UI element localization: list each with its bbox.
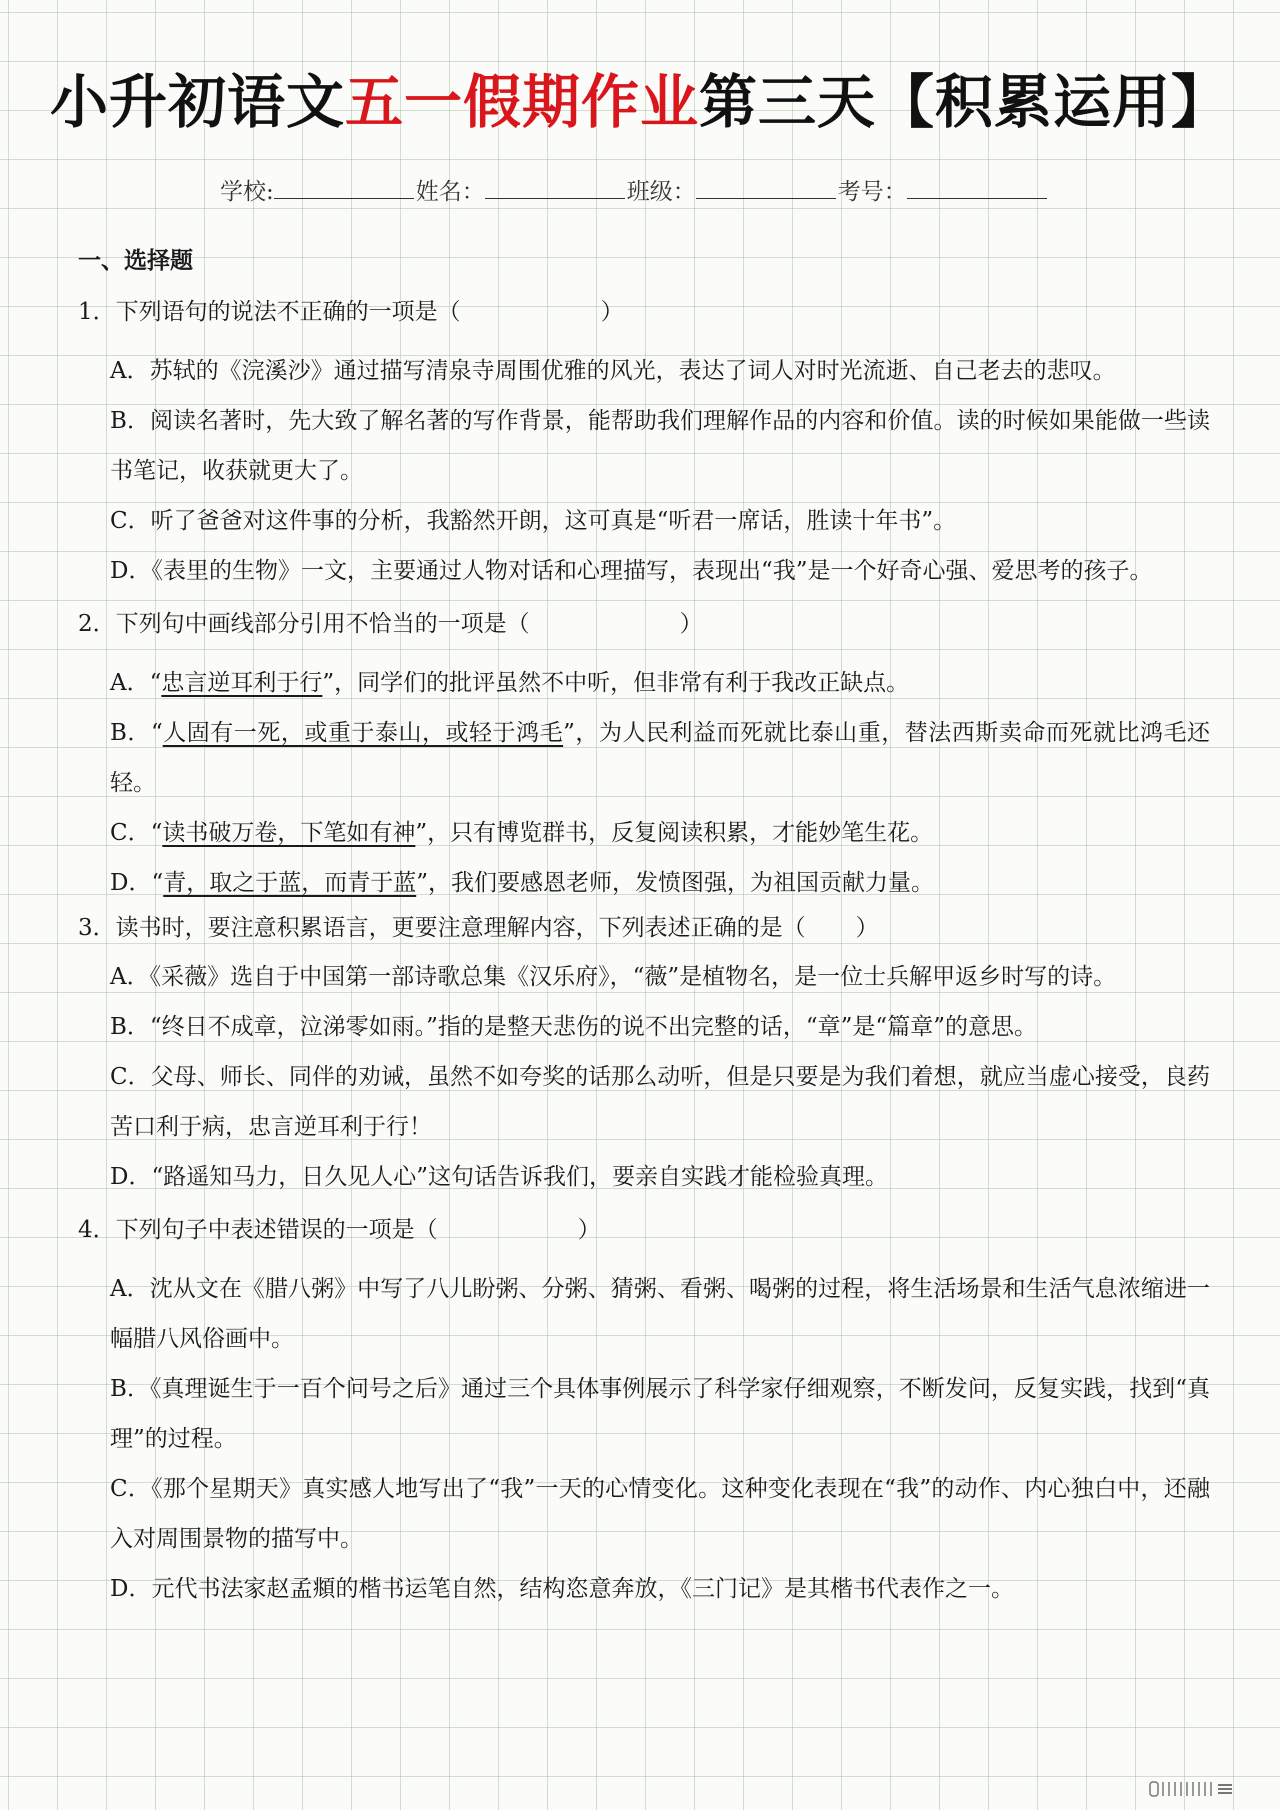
title-part-1: 小升初语文 xyxy=(49,68,345,136)
option-d xyxy=(0,858,1280,908)
class-label: 班级： xyxy=(626,179,696,205)
option-text: ”，我们要感恩老师，发愤图强，为祖国贡献力量。 xyxy=(416,870,934,896)
question-close-paren: ） xyxy=(600,299,624,325)
option-prefix: C．“ xyxy=(110,820,163,846)
option-text: ”，只有博览群书，反复阅读积累，才能妙笔生花。 xyxy=(415,820,934,846)
option-b: B．阅读名著时，先大致了解名著的写作背景，能帮助我们理解作品的内容和价值。读的时候如果能做一些读书笔记，收获就更大了。 xyxy=(110,408,1210,484)
questions xyxy=(0,292,1280,1614)
question-1 xyxy=(0,292,1280,596)
option-d: D．“路遥知马力，日久见人心”这句话告诉我们，要亲自实践才能检验真理。 xyxy=(110,1164,888,1190)
option-c: C．听了爸爸对这件事的分析，我豁然开朗，这可真是“听君一席话，胜读十年书”。 xyxy=(110,508,957,534)
option-prefix: B．“ xyxy=(110,720,163,746)
school-label: 学校: xyxy=(220,179,274,205)
option-d: D．《表里的生物》一文，主要通过人物对话和心理描写，表现出“我”是一个好奇心强、爱思考的孩子。 xyxy=(110,558,1153,584)
question-text: 4．下列句子中表述错误的一项是（ xyxy=(78,1217,438,1243)
number-blank[interactable] xyxy=(907,174,1047,199)
question-stem xyxy=(0,292,1280,332)
option-b: B．《真理诞生于一百个问号之后》通过三个具体事例展示了科学家仔细观察，不断发问，反复实践，找到“真理”的过程。 xyxy=(110,1376,1210,1452)
question-stem xyxy=(0,1210,1280,1250)
option-c: C．《那个星期天》真实感人地写出了“我”一天的心情变化。这种变化表现在“我”的动作、内心独白中，还融入对周围景物的描写中。 xyxy=(110,1476,1210,1552)
question-close-paren: ） xyxy=(679,611,703,637)
question-text: 3．读书时，要注意积累语言，更要注意理解内容，下列表述正确的是（ xyxy=(78,915,806,941)
option-b xyxy=(0,708,1280,808)
question-text: 1．下列语句的说法不正确的一项是（ xyxy=(78,299,461,325)
underlined-quote: 读书破万卷，下笔如有神 xyxy=(162,820,416,846)
option-a: A．《采薇》选自于中国第一部诗歌总集《汉乐府》，“薇”是植物名，是一位士兵解甲返乡时写的诗。 xyxy=(110,964,1117,990)
question-3 xyxy=(0,908,1280,1202)
title-part-2: 五一假期作业 xyxy=(344,68,699,136)
menu-icon[interactable] xyxy=(1148,1778,1248,1806)
underlined-quote: 忠言逆耳利于行 xyxy=(161,670,323,696)
question-close-paren: ） xyxy=(855,915,879,941)
option-a: A．苏轼的《浣溪沙》通过描写清泉寺周围优雅的风光，表达了词人对时光流逝、自己老去的悲叹。 xyxy=(110,358,1116,384)
name-blank[interactable] xyxy=(485,174,625,199)
question-2 xyxy=(0,604,1280,908)
name-label: 姓名： xyxy=(415,179,485,205)
underlined-quote: 青，取之于蓝，而青于蓝 xyxy=(163,870,417,896)
school-blank[interactable] xyxy=(274,174,414,199)
question-4 xyxy=(0,1210,1280,1614)
student-info-row xyxy=(220,172,1049,212)
underlined-quote: 人固有一死，或重于泰山，或轻于鸿毛 xyxy=(162,720,564,746)
question-close-paren: ） xyxy=(577,1217,601,1243)
option-c: C．父母、师长、同伴的劝诫，虽然不如夸奖的话那么动听，但是只要是为我们着想，就应当虚心接受，良药苦口利于病，忠言逆耳利于行！ xyxy=(110,1064,1210,1140)
option-prefix: D．“ xyxy=(110,870,164,896)
title-part-3: 第三天【积累运用】 xyxy=(699,68,1231,136)
menu-icon-graphic xyxy=(1148,1778,1248,1800)
option-a: A．沈从文在《腊八粥》中写了八儿盼粥、分粥、猜粥、看粥、喝粥的过程，将生活场景和生活气息浓缩进一幅腊八风俗画中。 xyxy=(110,1276,1210,1352)
option-text: ”，为人民利益而死就比泰山重，替法西斯卖命而死就比鸿毛还轻。 xyxy=(110,720,1211,796)
question-stem xyxy=(0,908,1280,948)
worksheet-title xyxy=(0,62,1280,142)
number-label: 考号： xyxy=(837,179,907,205)
option-b: B．“终日不成章，泣涕零如雨。”指的是整天悲伤的说不出完整的话，“章”是“篇章”的意思。 xyxy=(110,1014,1037,1040)
option-d: D．元代书法家赵孟頫的楷书运笔自然，结构恣意奔放，《三门记》是其楷书代表作之一。 xyxy=(110,1576,1014,1602)
option-c xyxy=(0,808,1280,858)
question-text: 2．下列句中画线部分引用不恰当的一项是（ xyxy=(78,611,530,637)
class-blank[interactable] xyxy=(696,174,836,199)
section-heading: 一、选择题 xyxy=(78,248,193,274)
option-a xyxy=(0,658,1280,708)
option-prefix: A．“ xyxy=(110,670,162,696)
option-text: ”，同学们的批评虽然不中听，但非常有利于我改正缺点。 xyxy=(322,670,910,696)
question-stem xyxy=(0,604,1280,644)
